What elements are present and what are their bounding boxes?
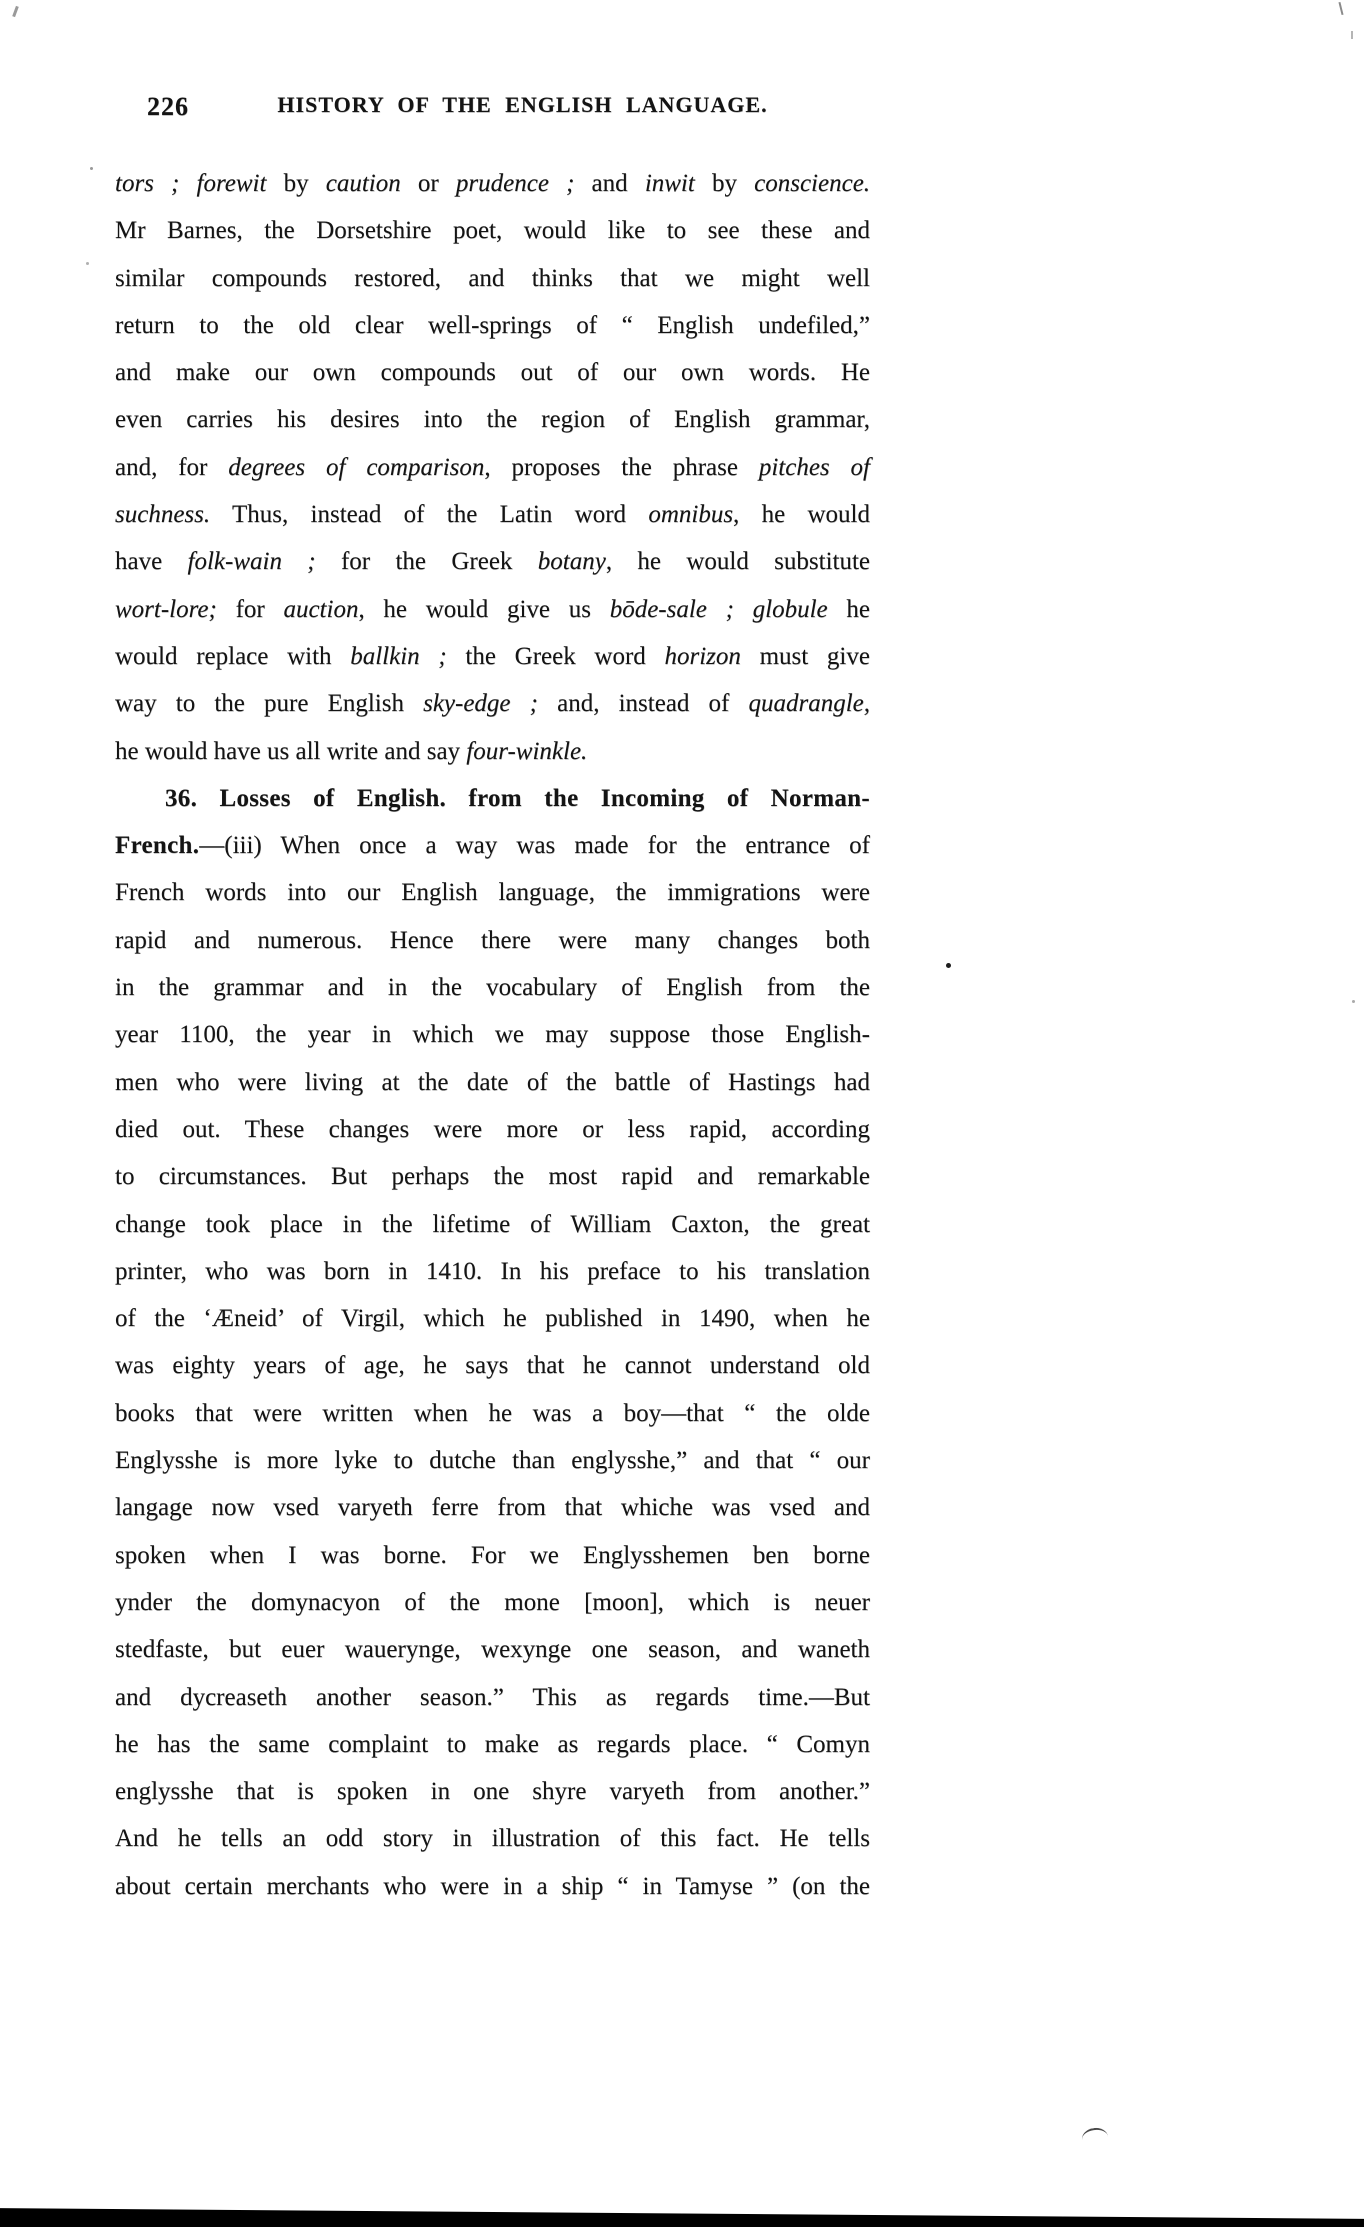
body-text: [115, 160, 870, 1910]
italic-text: botany: [537, 548, 606, 576]
italic-text: four-winkle.: [466, 737, 588, 765]
text-line: [115, 633, 870, 680]
scan-speck: [1338, 2, 1343, 15]
scan-speck: [12, 6, 19, 17]
roman-text: he has the same complaint to make as regards place. “ Comyn: [115, 1730, 870, 1758]
scan-speck: [946, 963, 951, 968]
bold-text: 36. Losses of English. from the Incoming of Norman-: [165, 784, 870, 812]
text-line: [115, 1815, 870, 1862]
text-line: [115, 1674, 870, 1721]
italic-text: auction: [283, 595, 359, 623]
italic-text: caution: [325, 170, 401, 197]
italic-text: inwit: [644, 170, 695, 197]
scan-speck: [1351, 31, 1353, 39]
roman-text: change took place in the lifetime of William Caxton, the great: [115, 1210, 870, 1238]
text-line: [115, 255, 870, 302]
roman-text: and make our own compounds out of our own words. He: [115, 359, 870, 387]
text-line: [115, 586, 870, 633]
italic-text: pitches of: [758, 453, 870, 481]
roman-text: died out. These changes were more or less rapid, according: [115, 1115, 870, 1143]
roman-text: And he tells an odd story in illustration of this fact. He tells: [115, 1825, 870, 1853]
roman-text: or: [400, 170, 456, 197]
italic-text: ballkin ;: [350, 642, 447, 670]
roman-text: of the ‘Æneid’ of Virgil, which he published in 1490, when he: [115, 1305, 870, 1333]
italic-text: horizon: [664, 642, 741, 670]
text-line: [115, 1201, 870, 1248]
roman-text: and, instead of: [538, 690, 749, 718]
text-line: [115, 1342, 870, 1389]
text-line: [115, 1768, 870, 1815]
roman-text: and: [574, 170, 645, 197]
text-line: [115, 680, 870, 727]
roman-text: year 1100, the year in which we may suppose those English-: [115, 1021, 870, 1049]
italic-text: conscience.: [754, 170, 871, 197]
italic-text: folk-wain ;: [187, 548, 316, 576]
text-line: [115, 1437, 870, 1484]
roman-text: was eighty years of age, he says that he cannot understand old: [115, 1352, 870, 1380]
roman-text: englysshe that is spoken in one shyre varyeth from another.”: [115, 1778, 870, 1806]
roman-text: must give: [740, 642, 870, 670]
roman-text: even carries his desires into the region of English grammar,: [115, 406, 870, 434]
roman-text: books that were written when he was a boy—that “ the olde: [115, 1399, 870, 1427]
italic-text: bōde-sale ; globule: [609, 595, 828, 623]
scan-pen-mark: [1081, 2126, 1110, 2149]
text-line: [115, 1011, 870, 1058]
text-line: [115, 1626, 870, 1673]
roman-text: Mr Barnes, the Dorsetshire poet, would like to see these and: [115, 217, 870, 245]
text-line: [115, 1484, 870, 1531]
text-line: [115, 822, 870, 869]
roman-text: , he would substitute: [605, 548, 871, 576]
text-line: [115, 444, 870, 491]
roman-text: French words into our English language, the immigrations were: [115, 879, 870, 907]
text-line: [115, 1721, 870, 1768]
roman-text: printer, who was born in 1410. In his preface to his translation: [115, 1257, 870, 1285]
roman-text: return to the old clear well-springs of “ English undefiled,”: [115, 311, 870, 339]
roman-text: would replace with: [115, 642, 351, 670]
text-line: [115, 302, 870, 349]
scan-speck: [1352, 1000, 1355, 1003]
text-line: [115, 917, 870, 964]
scan-edge-shadow: [0, 2208, 1364, 2227]
roman-text: , he would give us: [358, 595, 610, 623]
roman-text: for the Greek: [315, 548, 538, 576]
italic-text: degrees of comparison: [228, 453, 485, 481]
scan-speck: [90, 167, 93, 170]
text-line: [115, 1153, 870, 1200]
roman-text: rapid and numerous. Hence there were many changes both: [115, 926, 870, 954]
italic-text: wort-lore;: [115, 595, 217, 623]
text-line: [115, 207, 870, 254]
text-line: [115, 160, 870, 207]
roman-text: men who were living at the date of the battle of Hastings had: [115, 1068, 870, 1096]
roman-text: by: [266, 170, 326, 197]
roman-text: Thus, instead of the Latin word: [210, 501, 649, 529]
italic-text: omnibus: [648, 501, 734, 529]
roman-text: about certain merchants who were in a ship “ in Tamyse ” (on the: [115, 1872, 870, 1900]
text-line: [115, 775, 870, 822]
text-line: [115, 1863, 870, 1910]
scan-speck: [86, 262, 89, 265]
text-line: [115, 1390, 870, 1437]
text-line: [115, 1059, 870, 1106]
roman-text: —(iii) When once a way was made for the entrance of: [199, 832, 870, 860]
roman-text: for: [216, 595, 284, 623]
roman-text: way to the pure English: [115, 690, 424, 718]
roman-text: and, for: [115, 453, 229, 481]
roman-text: similar compounds restored, and thinks that we might well: [115, 264, 870, 292]
roman-text: stedfaste, but euer wauerynge, wexynge one season, and waneth: [115, 1636, 870, 1664]
roman-text: by: [694, 170, 755, 197]
text-line: [115, 869, 870, 916]
roman-text: in the grammar and in the vocabulary of English from the: [115, 974, 870, 1002]
roman-text: langage now vsed varyeth ferre from that whiche was vsed and: [115, 1494, 870, 1522]
roman-text: spoken when I was borne. For we Englysshemen ben borne: [115, 1541, 870, 1569]
roman-text: and dycreaseth another season.” This as regards time.—But: [115, 1683, 870, 1711]
text-line: [115, 491, 870, 538]
text-line: [115, 1532, 870, 1579]
text-line: [115, 1295, 870, 1342]
text-line: [115, 1248, 870, 1295]
roman-text: , he would: [733, 501, 870, 529]
text-line: [115, 538, 870, 585]
italic-text: quadrangle,: [748, 690, 871, 718]
text-line: [115, 964, 870, 1011]
italic-text: prudence ;: [455, 170, 575, 197]
roman-text: the Greek word: [446, 642, 665, 670]
roman-text: ynder the domynacyon of the mone [moon], which is neuer: [115, 1588, 870, 1616]
roman-text: he: [827, 595, 870, 623]
italic-text: sky-edge ;: [423, 690, 538, 718]
text-line: [115, 1579, 870, 1626]
page-number: 226: [147, 92, 189, 121]
text-line: [115, 1106, 870, 1153]
text-line: [115, 728, 870, 775]
running-header: HISTORY OF THE ENGLISH LANGUAGE.: [277, 92, 768, 117]
italic-text: tors ; forewit: [115, 170, 267, 197]
text-line: [115, 396, 870, 443]
text-line: [115, 349, 870, 396]
roman-text: Englysshe is more lyke to dutche than englysshe,” and that “ our: [115, 1447, 870, 1475]
roman-text: , proposes the phrase: [484, 453, 759, 481]
roman-text: he would have us all write and say: [115, 737, 467, 765]
bold-text: French.: [115, 832, 200, 860]
roman-text: to circumstances. But perhaps the most rapid and remarkable: [115, 1163, 870, 1191]
roman-text: have: [115, 548, 188, 576]
page-header: [115, 92, 870, 126]
italic-text: suchness.: [115, 501, 211, 529]
